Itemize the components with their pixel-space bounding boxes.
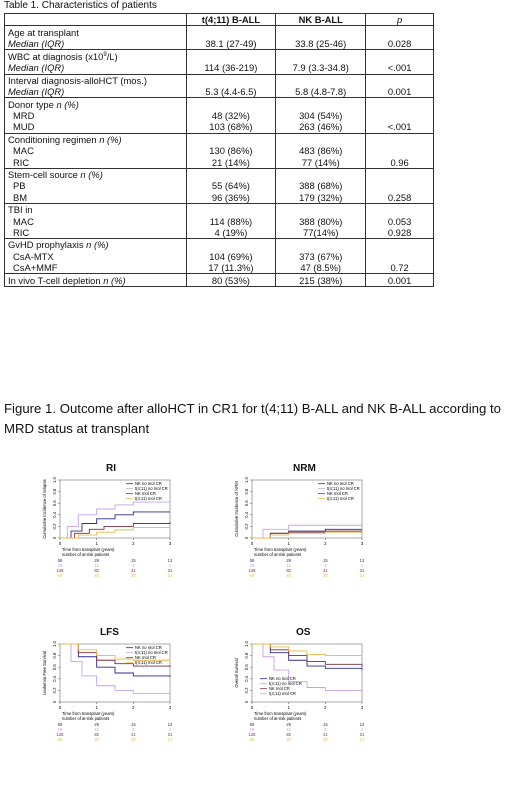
risk-value: 3 (132, 727, 135, 732)
cell-c2 (276, 168, 366, 180)
cell-c1: 48 (32%) (186, 110, 276, 121)
risk-value: 29 (57, 727, 63, 732)
row-label (5, 215, 187, 226)
x-tick-label: 3 (360, 541, 364, 546)
risk-value: 60 (249, 573, 255, 578)
x-axis-label: Time from transplant (years) (62, 547, 115, 552)
risk-value: 21 (359, 737, 365, 742)
y-tick-label: 0.8 (244, 488, 249, 495)
cell-p (366, 145, 434, 156)
risk-value: 41 (322, 568, 328, 573)
row-label-text: CsA+MMF (13, 262, 58, 274)
y-tick-label: 0.6 (244, 664, 249, 671)
cell-c2: 179 (32%) (276, 192, 366, 204)
cell-c1: 17 (11.3%) (186, 262, 276, 274)
row-label (5, 262, 187, 274)
cell-c1: 96 (36%) (186, 192, 276, 204)
row-label (5, 227, 187, 239)
legend-label: t(4;11) mol CR (327, 496, 354, 501)
row-label (5, 38, 187, 50)
row-label (5, 168, 187, 180)
row-label (5, 274, 187, 286)
row-label-text: Donor type (8, 98, 54, 110)
row-label-sup: 9 (103, 52, 107, 59)
x-tick-label: 3 (168, 541, 172, 546)
cell-p: <.001 (366, 62, 434, 74)
x-tick-label: 0 (58, 541, 62, 546)
risk-value: 41 (130, 732, 136, 737)
x-axis-label: Time from transplant (years) (254, 547, 307, 552)
row-label-text: Median (IQR) (8, 62, 65, 74)
risk-value: 29 (57, 563, 63, 568)
row-label (5, 74, 187, 86)
risk-value: 82 (286, 568, 292, 573)
risk-value: 1 (168, 563, 172, 568)
y-tick-label: 1.0 (52, 477, 57, 483)
cell-c2: 388 (68%) (276, 180, 366, 191)
risk-value: 40 (286, 737, 292, 742)
risk-value: 15 (322, 722, 328, 727)
row-label (5, 192, 187, 204)
cell-p (366, 50, 434, 63)
risk-value: 1 (360, 563, 364, 568)
table-row (5, 74, 434, 86)
risk-value: 82 (286, 732, 292, 737)
cell-c2: 7.9 (3.3-34.8) (276, 62, 366, 74)
x-tick-label: 2 (324, 541, 327, 546)
legend-label: NK mol CR (135, 491, 156, 496)
cell-p (366, 98, 434, 110)
y-tick-label: 0.6 (52, 664, 57, 671)
table-row (5, 86, 434, 98)
table-row (5, 192, 434, 204)
table-row (5, 215, 434, 226)
risk-value: 30 (322, 737, 328, 742)
table-row (5, 26, 434, 38)
cell-c1 (186, 203, 276, 215)
cell-c2: 77 (14%) (276, 156, 366, 168)
risk-value: 59 (249, 722, 255, 727)
x-tick-label: 1 (95, 705, 98, 710)
row-label (5, 133, 187, 145)
cell-p: 0.053 (366, 215, 434, 226)
row-label-text: BM (13, 191, 28, 203)
risk-value: 13 (359, 558, 365, 563)
legend-label: t(4;11) no mol CR (135, 650, 168, 655)
y-axis-label: Cumulative Incidence of NRM (234, 481, 239, 537)
cell-c2: 47 (8.5%) (276, 262, 366, 274)
cell-p: 0.72 (366, 262, 434, 274)
risk-label: number of at-risk patients (254, 716, 302, 721)
x-tick-label: 3 (168, 705, 172, 710)
risk-value: 60 (57, 737, 63, 742)
risk-value: 30 (130, 737, 136, 742)
cell-c2 (276, 239, 366, 251)
series-line (252, 532, 362, 538)
risk-value: 31 (167, 732, 173, 737)
y-tick-label: 0.2 (52, 523, 57, 530)
cell-c1: 80 (53%) (186, 274, 276, 286)
cell-p (366, 168, 434, 180)
y-tick-label: 0 (52, 536, 57, 540)
x-tick-label: 3 (360, 705, 364, 710)
table-row (5, 274, 434, 286)
row-label (5, 180, 187, 191)
cell-p: 0.928 (366, 227, 434, 239)
table-row (5, 262, 434, 274)
cell-c1: 114 (88%) (186, 215, 276, 226)
row-label-text: RIC (13, 226, 30, 238)
table-row (5, 180, 434, 191)
row-label-text: CsA-MTX (13, 250, 54, 262)
row-label-text: RIC (13, 156, 30, 168)
y-tick-label: 0.2 (52, 687, 57, 694)
row-label (5, 145, 187, 156)
row-label-text: Stem-cell source (8, 169, 78, 180)
series-line (252, 644, 362, 657)
cell-c1: 21 (14%) (186, 156, 276, 168)
cell-c1 (186, 133, 276, 145)
table-row (5, 168, 434, 180)
risk-value: 13 (167, 722, 173, 727)
cell-c1: 5.3 (4.4-6.5) (186, 86, 276, 98)
cell-p (366, 180, 434, 191)
row-label-italic: n (%) (100, 274, 126, 286)
legend-label: NK no mol CR (135, 481, 162, 486)
cell-p (366, 239, 434, 251)
risk-value: 21 (167, 573, 173, 578)
table-row (5, 227, 434, 239)
cell-c2: 304 (54%) (276, 110, 366, 121)
y-tick-label: 0 (52, 700, 57, 704)
x-tick-label: 2 (324, 705, 327, 710)
ri-chart (38, 476, 198, 604)
y-tick-label: 0.8 (244, 652, 249, 659)
series-line (60, 526, 170, 538)
row-label (5, 156, 187, 168)
risk-value: 40 (286, 573, 292, 578)
cell-c2: 483 (86%) (276, 145, 366, 156)
cell-p (366, 26, 434, 38)
risk-value: 3 (132, 563, 135, 568)
x-tick-label: 1 (95, 541, 98, 546)
risk-value: 15 (322, 558, 328, 563)
cell-p: 0.001 (366, 86, 434, 98)
cell-c1: 114 (36-219) (186, 62, 276, 74)
row-label-text: Conditioning regimen (8, 133, 97, 145)
figure-title: Figure 1. Outcome after alloHCT in CR1 for t(4;11) B-ALL and NK B-ALL according to MRD status at transplant (4, 401, 501, 436)
row-label-text: Age at transplant (8, 26, 79, 38)
cell-c1: 130 (86%) (186, 145, 276, 156)
header-p: p (366, 14, 434, 26)
legend-label: NK no mol CR (269, 676, 296, 681)
cell-c1 (186, 98, 276, 110)
legend-label: t(4;11) mol CR (269, 691, 296, 696)
risk-value: 59 (57, 722, 63, 727)
risk-value: 31 (359, 732, 365, 737)
risk-value: 15 (130, 558, 136, 563)
legend-label: NK no mol CR (327, 481, 354, 486)
risk-value: 3 (324, 563, 327, 568)
risk-value: 40 (94, 737, 100, 742)
risk-label: number of at-risk patients (254, 552, 302, 557)
header-t411: t(4;11) B-ALL (186, 14, 276, 26)
cell-c2 (276, 26, 366, 38)
plot-title-lfs: LFS (100, 627, 119, 638)
row-label-text: Median (IQR) (8, 37, 65, 49)
risk-value: 60 (249, 737, 255, 742)
x-axis-label: Time from transplant (years) (62, 711, 115, 716)
row-label-text: MAC (13, 145, 34, 157)
legend-label: t(4;11) no mol CR (327, 486, 360, 491)
risk-value: 11 (286, 563, 291, 568)
y-tick-label: 0.8 (52, 652, 57, 659)
risk-value: 59 (249, 558, 255, 563)
row-label-text: Interval diagnosis-alloHCT (mos.) (8, 74, 147, 86)
risk-value: 29 (286, 558, 292, 563)
cell-c1 (186, 50, 276, 63)
row-label (5, 239, 187, 251)
risk-label: number of at-risk patients (62, 552, 110, 557)
cell-c1 (186, 26, 276, 38)
y-tick-label: 0.2 (244, 523, 249, 530)
cell-c2 (276, 98, 366, 110)
risk-value: 82 (94, 732, 100, 737)
row-label-text: GvHD prophylaxis (8, 239, 84, 251)
cell-p: 0.258 (366, 192, 434, 204)
legend-label: NK no mol CR (135, 645, 162, 650)
cell-p (366, 74, 434, 86)
row-label (5, 86, 187, 98)
cell-c2: 5.8 (4.8-7.8) (276, 86, 366, 98)
y-tick-label: 0.2 (244, 687, 249, 694)
risk-value: 13 (359, 722, 365, 727)
cell-c2: 215 (38%) (276, 274, 366, 286)
row-label-text: MUD (13, 121, 35, 133)
table-row (5, 156, 434, 168)
row-label-italic: n (%) (96, 133, 122, 145)
risk-value: 128 (248, 568, 256, 573)
risk-value: 29 (94, 558, 100, 563)
table-row (5, 251, 434, 262)
x-tick-label: 1 (287, 541, 290, 546)
header-nk: NK B-ALL (276, 14, 366, 26)
cell-c1: 55 (64%) (186, 180, 276, 191)
risk-value: 128 (56, 568, 64, 573)
risk-value: 21 (167, 737, 173, 742)
cell-p (366, 110, 434, 121)
table-row (5, 62, 434, 74)
risk-value: 11 (94, 563, 99, 568)
risk-value: 1 (168, 727, 172, 732)
row-label-text: Median (IQR) (8, 86, 65, 98)
table-row (5, 110, 434, 121)
x-tick-label: 0 (250, 541, 254, 546)
cell-c2: 33.8 (25-46) (276, 38, 366, 50)
risk-value: 60 (57, 573, 63, 578)
table-row (5, 203, 434, 215)
risk-value: 128 (56, 732, 64, 737)
risk-value: 29 (249, 563, 255, 568)
risk-value: 15 (130, 722, 136, 727)
x-tick-label: 1 (287, 705, 290, 710)
x-tick-label: 0 (58, 705, 62, 710)
row-label-text: MRD (13, 110, 35, 122)
risk-value: 11 (94, 727, 99, 732)
cell-p: 0.96 (366, 156, 434, 168)
y-tick-label: 0.4 (52, 511, 57, 518)
row-label-text: PB (13, 180, 26, 192)
table-row (5, 145, 434, 156)
risk-value: 82 (94, 568, 100, 573)
cell-c1 (186, 74, 276, 86)
risk-value: 30 (130, 573, 136, 578)
plot-title-nrm: NRM (293, 463, 316, 474)
table-row (5, 38, 434, 50)
x-tick-label: 2 (132, 705, 135, 710)
table-caption: Table 1. Characteristics of patients (4, 0, 157, 11)
row-label-text: MAC (13, 215, 34, 227)
y-tick-label: 0.4 (244, 675, 249, 682)
risk-value: 41 (130, 568, 136, 573)
table-row (5, 239, 434, 251)
risk-value: 31 (359, 568, 365, 573)
series-line (60, 512, 170, 538)
y-axis-label: Overall Survival (234, 658, 239, 688)
cell-p (366, 251, 434, 262)
table-row (5, 50, 434, 63)
y-tick-label: 0.6 (52, 500, 57, 507)
risk-value: 31 (167, 568, 173, 573)
y-tick-label: 1.0 (244, 477, 249, 483)
cell-c1: 38.1 (27-49) (186, 38, 276, 50)
y-tick-label: 1.0 (244, 641, 249, 647)
header-label (5, 14, 187, 26)
legend-label: t(4;11) no mol CR (135, 486, 168, 491)
row-label (5, 26, 187, 38)
row-label-italic: n (%) (53, 98, 79, 110)
row-label-text: TBI in (8, 204, 33, 216)
risk-value: 13 (167, 558, 173, 563)
risk-value: 29 (94, 722, 100, 727)
legend-label: t(4;11) no mol CR (269, 681, 302, 686)
x-tick-label: 0 (250, 705, 254, 710)
risk-value: 1 (360, 727, 364, 732)
table-header-row (5, 14, 434, 26)
risk-value: 128 (248, 732, 256, 737)
row-label-text: In vivo T-cell depletion (8, 274, 101, 286)
characteristics-table (4, 13, 434, 287)
table-row (5, 121, 434, 133)
row-label (5, 98, 187, 110)
row-label (5, 50, 187, 63)
legend-label: NK mol CR (135, 655, 156, 660)
risk-value: 3 (324, 727, 327, 732)
cell-c1 (186, 168, 276, 180)
nrm-chart (230, 476, 390, 604)
row-label-italic: n (%) (77, 169, 103, 180)
x-axis-label: Time from transplant (years) (254, 711, 307, 716)
plot-title-os: OS (296, 627, 311, 638)
cell-c2: 77(14%) (276, 227, 366, 239)
risk-value: 59 (57, 558, 63, 563)
row-label (5, 110, 187, 121)
legend-label: NK mol CR (327, 491, 348, 496)
y-tick-label: 0.8 (52, 488, 57, 495)
risk-value: 21 (359, 573, 365, 578)
risk-value: 40 (94, 573, 100, 578)
table-row (5, 98, 434, 110)
risk-value: 29 (286, 722, 292, 727)
cell-c2 (276, 50, 366, 63)
row-label-italic: n (%) (83, 239, 109, 251)
risk-value: 30 (322, 573, 328, 578)
cell-p: 0.001 (366, 274, 434, 286)
cell-c2: 373 (67%) (276, 251, 366, 262)
y-tick-label: 0 (244, 536, 249, 540)
row-label (5, 251, 187, 262)
y-tick-label: 1.0 (52, 641, 57, 647)
series-line (252, 525, 362, 538)
y-axis-label: Cumulative Incidence of relapse (42, 479, 47, 539)
cell-c2 (276, 133, 366, 145)
y-tick-label: 0.4 (244, 511, 249, 518)
cell-c1 (186, 239, 276, 251)
row-label (5, 62, 187, 74)
plot-title-ri: RI (106, 463, 116, 474)
cell-p (366, 133, 434, 145)
cell-p (366, 203, 434, 215)
risk-value: 41 (322, 732, 328, 737)
row-label-tail: /L) (106, 51, 118, 63)
os-chart (230, 640, 390, 768)
x-tick-label: 2 (132, 541, 135, 546)
row-label-text: WBC at diagnosis (x10 (8, 51, 104, 63)
legend-label: NK mol CR (269, 686, 290, 691)
risk-value: 11 (286, 727, 291, 732)
y-tick-label: 0.6 (244, 500, 249, 507)
y-tick-label: 0.4 (52, 675, 57, 682)
cell-c2 (276, 203, 366, 215)
legend-label: t(4;11) mol CR (135, 496, 162, 501)
row-label (5, 121, 187, 133)
y-tick-label: 0 (244, 700, 249, 704)
lfs-chart (38, 640, 198, 768)
cell-c1: 4 (19%) (186, 227, 276, 239)
cell-c1: 104 (69%) (186, 251, 276, 262)
cell-c2 (276, 74, 366, 86)
cell-p: <.001 (366, 121, 434, 133)
cell-c2: 388 (80%) (276, 215, 366, 226)
risk-value: 29 (249, 727, 255, 732)
table-body (5, 26, 434, 286)
table-row (5, 133, 434, 145)
cell-p: 0.028 (366, 38, 434, 50)
y-axis-label: Leukemia Free Survival (42, 651, 47, 695)
risk-label: number of at-risk patients (62, 716, 110, 721)
row-label (5, 203, 187, 215)
cell-c2: 263 (46%) (276, 121, 366, 133)
cell-c1: 103 (68%) (186, 121, 276, 133)
legend-label: t(4;11) mol CR (135, 660, 162, 665)
